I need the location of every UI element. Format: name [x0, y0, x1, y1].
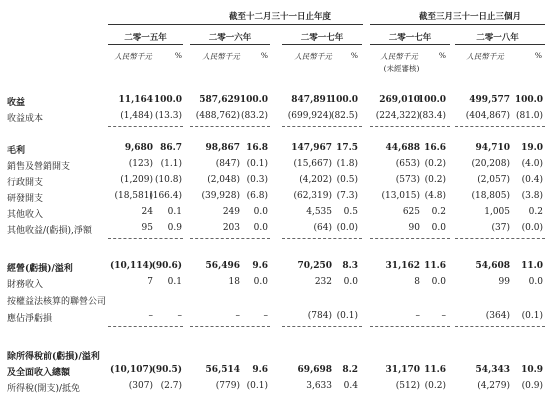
amount-cell: (512) [395, 381, 420, 391]
amount-cell: 203 [222, 223, 240, 233]
percent-cell: 0.4 [343, 381, 358, 391]
amount-cell: 625 [402, 207, 420, 217]
amount-cell: 54,343 [475, 365, 510, 375]
row-label: 除所得稅前(虧損)/溢利 [7, 352, 100, 362]
row-label: 所得稅(開支)/抵免 [7, 384, 81, 394]
pct-label: % [534, 51, 542, 60]
amount-cell: 56,514 [205, 365, 240, 375]
percent-cell: 16.6 [424, 143, 446, 153]
unit-label: 人民幣千元 [114, 52, 152, 61]
year-2018-q: 二零一八年 [476, 33, 519, 43]
percent-cell: (0.2) [424, 159, 446, 169]
amount-cell: 3,633 [306, 381, 332, 391]
percent-cell: 19.0 [521, 143, 543, 153]
amount-cell: 1,005 [484, 207, 510, 217]
amount-cell: (18,581) [114, 191, 153, 201]
percent-cell: 0.1 [167, 277, 182, 287]
amount-cell: 9,680 [124, 143, 153, 153]
unaudited-note: (未經審核) [383, 64, 420, 73]
percent-cell: (10.8) [154, 175, 182, 185]
percent-cell: (0.1) [521, 311, 543, 321]
percent-cell: 100.0 [239, 95, 268, 105]
amount-cell: 31,162 [385, 261, 420, 271]
row-label: 收益 [7, 98, 26, 108]
percent-cell: (2.7) [160, 381, 182, 391]
percent-cell: (0.5) [336, 175, 358, 185]
row-label: 財務收入 [7, 280, 44, 290]
amount-cell: (488,762) [195, 111, 240, 121]
percent-cell: 16.8 [246, 143, 268, 153]
amount-cell: (13,015) [381, 191, 420, 201]
percent-cell: – [263, 311, 268, 321]
percent-cell: 8.3 [342, 261, 358, 271]
percent-cell: (82.5) [330, 111, 358, 121]
amount-cell: (62,319) [293, 191, 332, 201]
amount-cell: (39,928) [201, 191, 240, 201]
amount-cell: (699,924) [287, 111, 332, 121]
amount-cell: – [235, 311, 240, 321]
year-2016: 二零一六年 [208, 33, 252, 43]
amount-cell: 44,688 [385, 143, 420, 153]
amount-cell: 232 [314, 277, 332, 287]
amount-cell: (307) [128, 381, 153, 391]
amount-cell: (64) [313, 223, 332, 233]
unit-label: 人民幣千元 [466, 52, 504, 61]
percent-cell: 0.1 [167, 207, 182, 217]
row-label: 按權益法核算的聯營公司 [7, 297, 107, 307]
amount-cell: 587,629 [199, 95, 240, 105]
amount-cell: (20,208) [471, 159, 510, 169]
row-label: 及全面收入總額 [7, 368, 71, 378]
percent-cell: 86.7 [160, 143, 182, 153]
percent-cell: (4.8) [424, 191, 446, 201]
amount-cell: (364) [485, 311, 510, 321]
percent-cell: 0.2 [431, 207, 446, 217]
amount-cell: (10,114) [110, 261, 153, 271]
amount-cell: (4,279) [477, 381, 510, 391]
percent-cell: 11.6 [424, 261, 446, 271]
percent-cell: 0.0 [431, 223, 446, 233]
percent-cell: 100.0 [329, 95, 358, 105]
percent-cell: 0.0 [253, 277, 268, 287]
amount-cell: 54,608 [475, 261, 510, 271]
row-label: 應佔淨虧損 [7, 314, 53, 324]
percent-cell: 0.0 [253, 223, 268, 233]
percent-cell: (3.8) [521, 191, 543, 201]
percent-cell: 0.5 [343, 207, 358, 217]
percent-cell: 9.6 [252, 365, 268, 375]
percent-cell: 9.6 [252, 261, 268, 271]
amount-cell: 7 [147, 277, 153, 287]
amount-cell: (1,209) [120, 175, 153, 185]
amount-cell: (404,867) [465, 111, 510, 121]
percent-cell: 0.2 [528, 207, 543, 217]
percent-cell: – [177, 311, 182, 321]
pct-label: % [350, 51, 358, 60]
percent-cell: (90.6) [151, 261, 182, 271]
amount-cell: 147,967 [291, 143, 332, 153]
percent-cell: (0.0) [521, 223, 543, 233]
amount-cell: 8 [414, 277, 420, 287]
pct-label: % [438, 51, 446, 60]
row-label: 研發開支 [7, 194, 44, 204]
percent-cell: (0.1) [246, 159, 268, 169]
row-label: 行政開支 [7, 178, 44, 188]
percent-cell: (0.2) [424, 381, 446, 391]
year-2017-q: 二零一七年 [388, 33, 432, 43]
percent-cell: (7.3) [336, 191, 358, 201]
amount-cell: 24 [141, 207, 153, 217]
amount-cell: 98,867 [205, 143, 240, 153]
percent-cell: (13.3) [154, 111, 182, 121]
percent-cell: (4.0) [521, 159, 543, 169]
amount-cell: 11,164 [118, 95, 153, 105]
unit-label: 人民幣千元 [202, 52, 240, 61]
unit-label: 人民幣千元 [294, 52, 332, 61]
amount-cell: 95 [141, 223, 153, 233]
percent-cell: 100.0 [153, 95, 182, 105]
percent-cell: 11.6 [424, 365, 446, 375]
row-label: 收益成本 [7, 114, 44, 124]
percent-cell: 8.2 [342, 365, 358, 375]
amount-cell: (224,322) [375, 111, 420, 121]
percent-cell: 10.9 [521, 365, 543, 375]
amount-cell: (4,202) [299, 175, 332, 185]
amount-cell: 99 [498, 277, 510, 287]
percent-cell: 0.9 [167, 223, 182, 233]
percent-cell: (1.8) [336, 159, 358, 169]
amount-cell: (18,805) [471, 191, 510, 201]
amount-cell: – [148, 311, 153, 321]
year-2015: 二零一五年 [124, 33, 167, 43]
percent-cell: (0.2) [424, 175, 446, 185]
percent-cell: 0.0 [343, 277, 358, 287]
percent-cell: (0.1) [246, 381, 268, 391]
percent-cell: (83.2) [240, 111, 268, 121]
percent-cell: – [441, 311, 446, 321]
header-group-annual: 截至十二月三十一日止年度 [228, 12, 331, 22]
row-label: 銷售及營銷開支 [7, 162, 71, 172]
percent-cell: 0.0 [253, 207, 268, 217]
amount-cell: (15,667) [293, 159, 332, 169]
amount-cell: 249 [222, 207, 240, 217]
percent-cell: 0.0 [431, 277, 446, 287]
percent-cell: (0.4) [521, 175, 543, 185]
percent-cell: (1.1) [160, 159, 182, 169]
unit-label: 人民幣千元 [380, 52, 418, 61]
percent-cell: (166.4) [149, 191, 182, 201]
amount-cell: (1,484) [120, 111, 153, 121]
percent-cell: 11.0 [521, 261, 543, 271]
percent-cell: (0.0) [336, 223, 358, 233]
amount-cell: (123) [128, 159, 153, 169]
amount-cell: (847) [215, 159, 240, 169]
row-label: 經營(虧損)/溢利 [7, 264, 73, 274]
amount-cell: 269,010 [379, 95, 420, 105]
pct-label: % [260, 51, 268, 60]
amount-cell: 69,698 [297, 365, 332, 375]
amount-cell: 90 [408, 223, 420, 233]
row-label: 其他收益/(虧損),淨額 [7, 226, 92, 236]
amount-cell: 56,496 [205, 261, 240, 271]
percent-cell: 0.0 [528, 277, 543, 287]
percent-cell: (0.1) [336, 311, 358, 321]
amount-cell: (37) [491, 223, 510, 233]
amount-cell: 499,577 [469, 95, 510, 105]
amount-cell: 847,891 [291, 95, 332, 105]
amount-cell: 31,170 [385, 365, 420, 375]
amount-cell: (10,107) [110, 365, 153, 375]
percent-cell: (0.3) [246, 175, 268, 185]
percent-cell: (0.9) [521, 381, 543, 391]
percent-cell: (83.4) [418, 111, 446, 121]
row-label: 毛利 [7, 146, 26, 156]
amount-cell: (653) [395, 159, 420, 169]
percent-cell: 17.5 [336, 143, 358, 153]
percent-cell: 100.0 [417, 95, 446, 105]
pct-label: % [174, 51, 182, 60]
percent-cell: (6.8) [246, 191, 268, 201]
amount-cell: 18 [228, 277, 240, 287]
amount-cell: 70,250 [297, 261, 332, 271]
percent-cell: (81.0) [515, 111, 543, 121]
percent-cell: (90.5) [151, 365, 182, 375]
amount-cell: 4,535 [306, 207, 332, 217]
amount-cell: 94,710 [475, 143, 510, 153]
year-2017: 二零一七年 [300, 33, 344, 43]
amount-cell: (784) [307, 311, 332, 321]
amount-cell: (573) [395, 175, 420, 185]
amount-cell: – [415, 311, 420, 321]
percent-cell: 100.0 [514, 95, 543, 105]
amount-cell: (2,057) [477, 175, 510, 185]
amount-cell: (2,048) [207, 175, 240, 185]
row-label: 其他收入 [7, 210, 44, 220]
header-group-quarterly: 截至三月三十一日止三個月 [418, 12, 521, 22]
amount-cell: (779) [215, 381, 240, 391]
